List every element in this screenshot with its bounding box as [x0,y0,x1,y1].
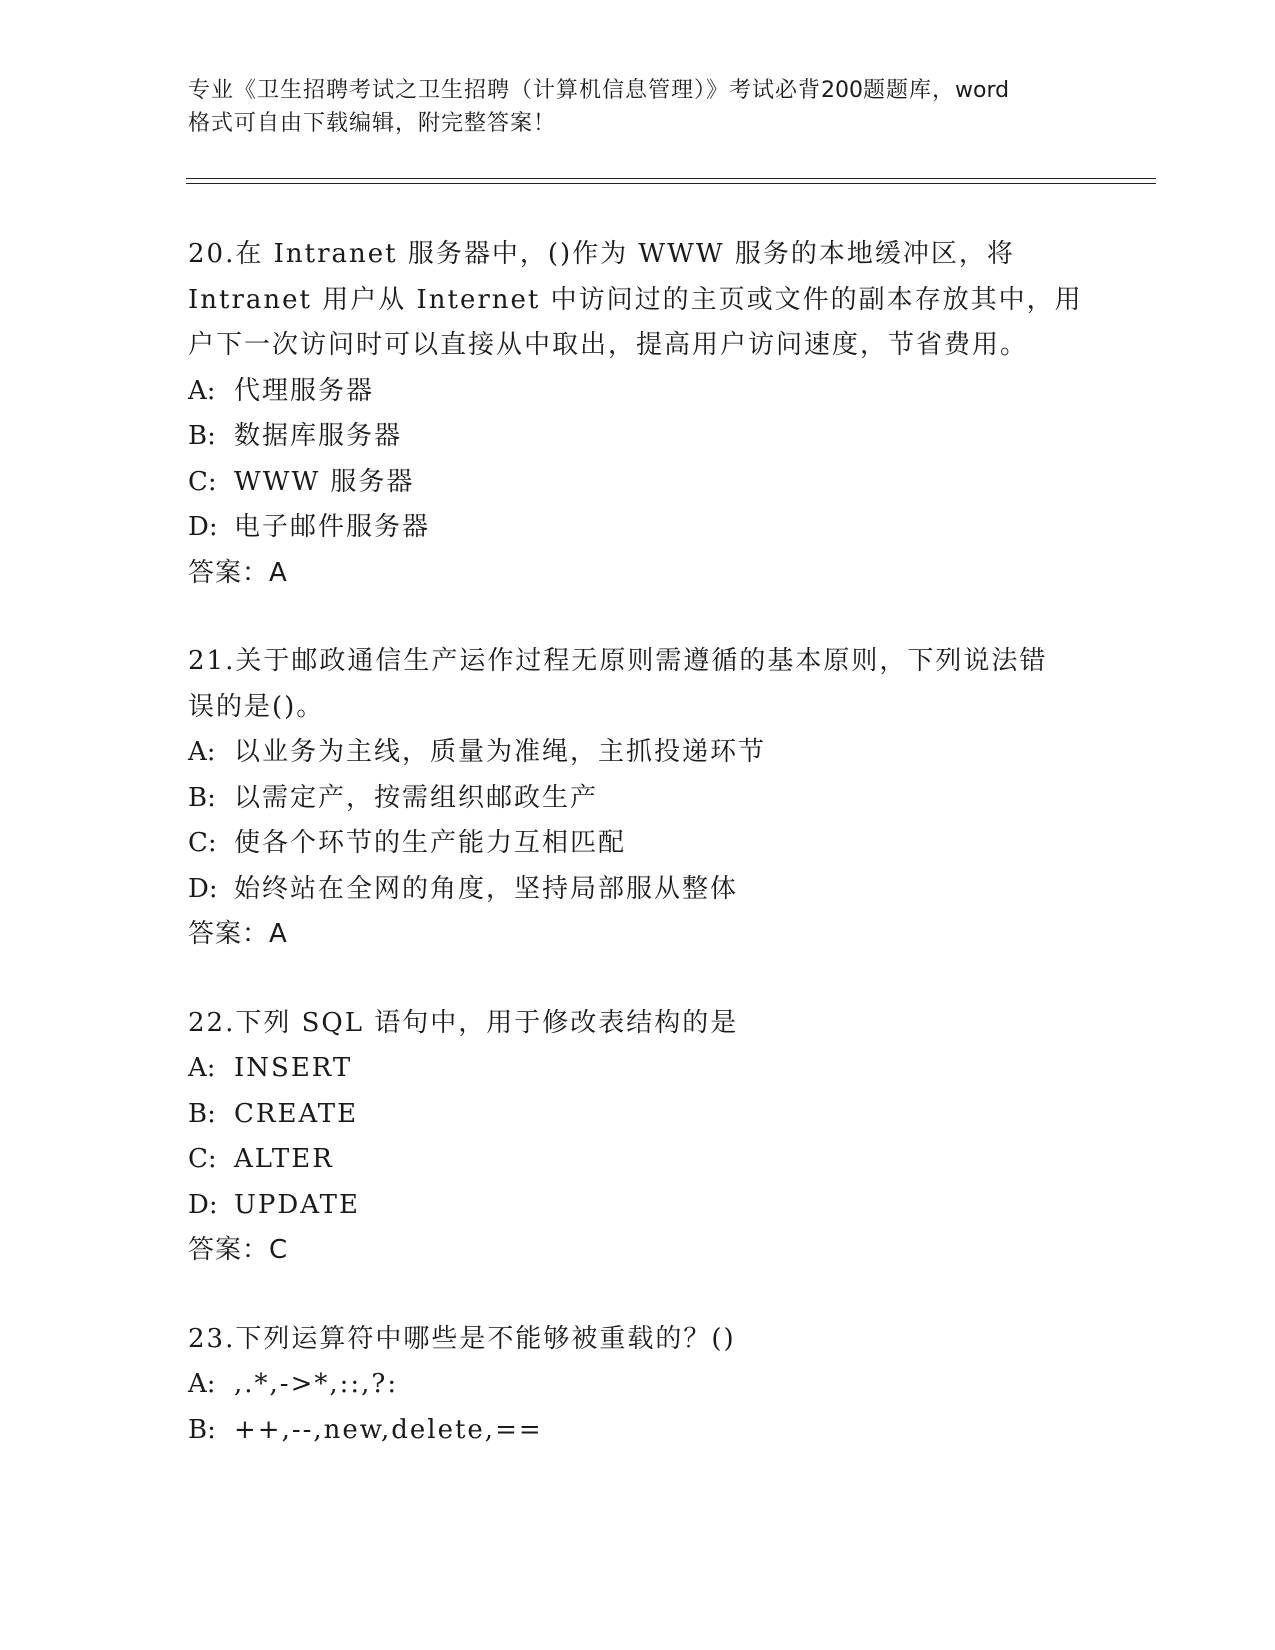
question-block [188,639,1108,958]
header-text: 专业《卫生招聘考试之卫生招聘（计算机信息管理）》考试必背 [188,78,822,103]
question-stem-line: 户下一次访问时可以直接从中取出，提高用户访问速度，节省费用。 [188,330,1029,360]
answer-line: 答案：A [188,919,288,949]
header-text: 题题库， [863,78,956,103]
answer-option [188,369,1108,415]
option-key: A: [188,737,216,767]
option-text: ++,--,new,delete,== [234,1414,543,1445]
option-key: D: [188,873,218,904]
option-key: A: [188,1053,216,1083]
answer-option [188,730,1108,776]
question-stem-line: 20.在 Intranet 服务器中，()作为 WWW 服务的本地缓冲区，将 [188,239,1015,269]
option-key: B: [188,421,216,451]
option-text: CREATE [234,1098,359,1129]
option-text: 以需定产，按需组织邮政生产 [234,782,599,813]
answer-option [188,867,1108,913]
header-text: word [955,78,1010,103]
answer-option [188,460,1108,506]
answer-option [188,1046,1108,1092]
answer-option [188,1362,1108,1408]
answer-line: 答案：C [188,1235,289,1265]
option-text: ALTER [234,1144,334,1174]
answer-option [188,505,1108,551]
option-text: 代理服务器 [234,375,375,406]
answer-option [188,1092,1108,1138]
header-line-1 [188,74,1088,107]
option-text: WWW 服务器 [234,466,415,497]
question-block [188,1001,1108,1274]
question-block [188,1317,1108,1454]
option-key: D: [188,512,218,542]
option-key: D: [188,1189,218,1220]
question-stem-line: Intranet 用户从 Internet 中访问过的主页或文件的副本存放其中，用 [188,284,1083,315]
question-stem-line: 23.下列运算符中哪些是不能够被重载的？() [188,1323,736,1354]
header-divider [186,183,1156,184]
option-key: C: [188,1144,217,1174]
header-text: 200 [821,78,864,103]
option-text: INSERT [234,1053,353,1083]
option-text: 以业务为主线，质量为准绳，主抓投递环节 [234,737,767,767]
question-stem-line: 22.下列 SQL 语句中，用于修改表结构的是 [188,1007,739,1038]
option-text: 数据库服务器 [234,421,403,451]
option-key: C: [188,466,217,497]
option-text: 使各个环节的生产能力互相匹配 [234,828,627,858]
option-key: B: [188,1414,216,1445]
option-text: UPDATE [234,1189,360,1220]
answer-option [188,821,1108,867]
answer-option [188,1408,1108,1454]
header-line-2: 格式可自由下载编辑，附完整答案！ [188,111,557,136]
option-text: 始终站在全网的角度，坚持局部服从整体 [234,873,739,904]
document-header [188,74,1088,140]
question-list [188,232,1108,1496]
answer-option [188,1183,1108,1229]
option-text: 电子邮件服务器 [234,512,431,542]
option-key: C: [188,828,217,858]
option-key: A: [188,375,216,406]
option-key: B: [188,782,216,813]
option-key: B: [188,1098,216,1129]
answer-option [188,1137,1108,1183]
answer-line: 答案：A [188,557,288,588]
question-block [188,232,1108,596]
option-text: ,.*,->*,::,?: [234,1369,399,1399]
answer-option [188,414,1108,460]
question-stem-line: 21.关于邮政通信生产运作过程无原则需遵循的基本原则，下列说法错 [188,646,1048,676]
header-divider [186,178,1156,179]
question-stem-line: 误的是()。 [188,691,325,722]
answer-option [188,776,1108,822]
option-key: A: [188,1369,216,1399]
